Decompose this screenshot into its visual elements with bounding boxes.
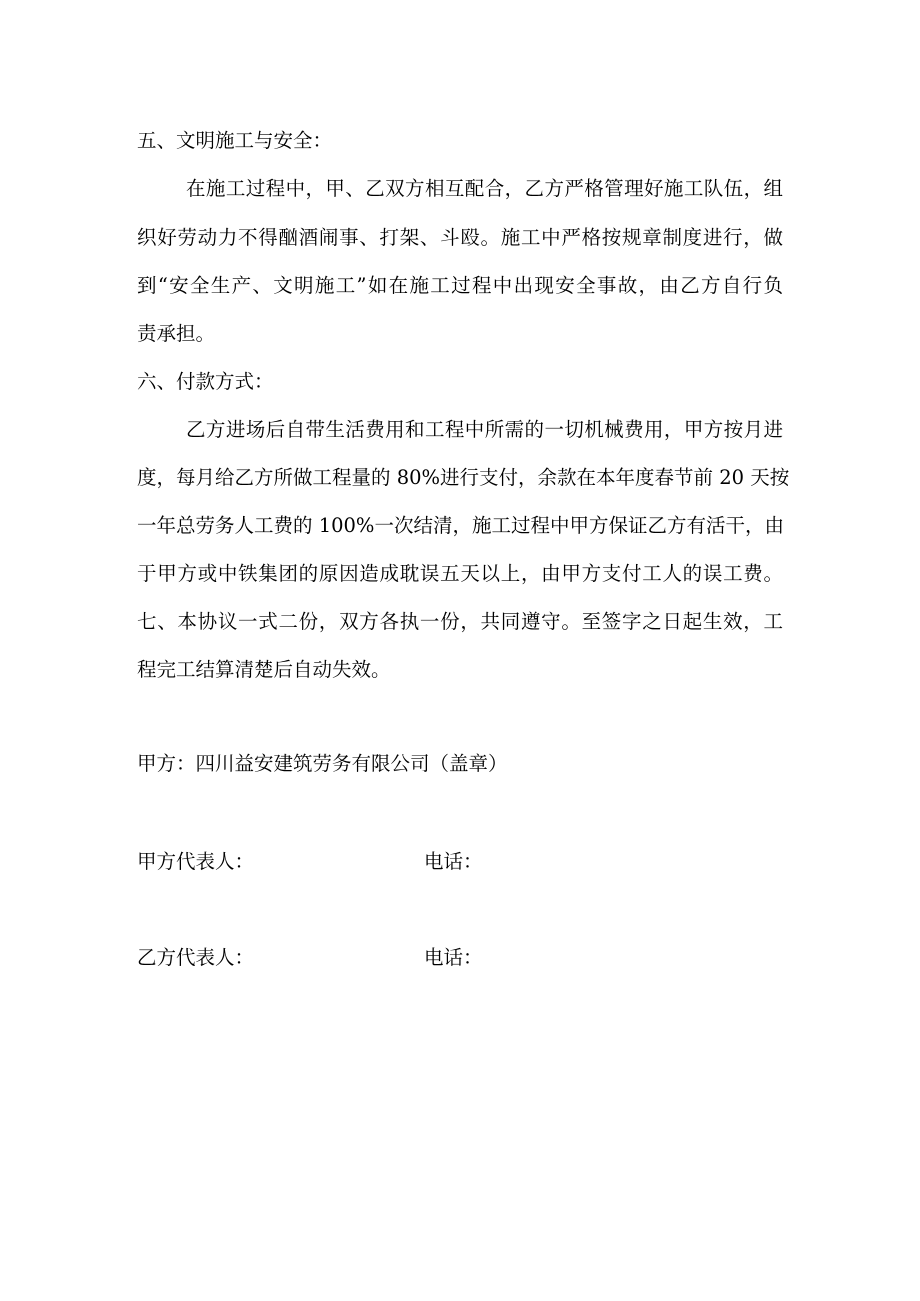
party-a-representative-label: 甲方代表人： [137, 850, 255, 873]
section-6-line: 一年总劳务人工费的 100%一次结清，施工过程中甲方保证乙方有活干，由 [137, 514, 784, 537]
section-5-heading: 五、文明施工与安全： [137, 129, 333, 152]
section-6-line: 于甲方或中铁集团的原因造成耽误五天以上，由甲方支付工人的误工费。 [137, 562, 783, 585]
section-6-line: 乙方进场后自带生活费用和工程中所需的一切机械费用，甲方按月进 [186, 418, 783, 441]
section-7-line: 程完工结算清楚后自动失效。 [137, 658, 391, 681]
party-b-phone-label: 电话： [424, 946, 483, 969]
section-7-line: 七、本协议一式二份，双方各执一份，共同遵守。至签字之日起生效，工 [137, 610, 783, 633]
section-5-line: 责承担。 [137, 322, 216, 345]
party-b-representative-label: 乙方代表人： [137, 946, 255, 969]
section-6-line: 度，每月给乙方所做工程量的 80%进行支付，余款在本年度春节前 20 天按 [137, 466, 790, 489]
section-5-line: 织好劳动力不得酗酒闹事、打架、斗殴。施工中严格按规章制度进行，做 [137, 226, 783, 249]
section-5-line: 到“安全生产、文明施工”如在施工过程中出现安全事故，由乙方自行负 [137, 274, 783, 297]
section-6-heading: 六、付款方式： [137, 370, 274, 393]
party-a-company: 甲方：四川益安建筑劳务有限公司（盖章） [137, 752, 508, 775]
party-a-phone-label: 电话： [424, 850, 483, 873]
section-5-line: 在施工过程中，甲、乙双方相互配合，乙方严格管理好施工队伍，组 [186, 177, 783, 200]
